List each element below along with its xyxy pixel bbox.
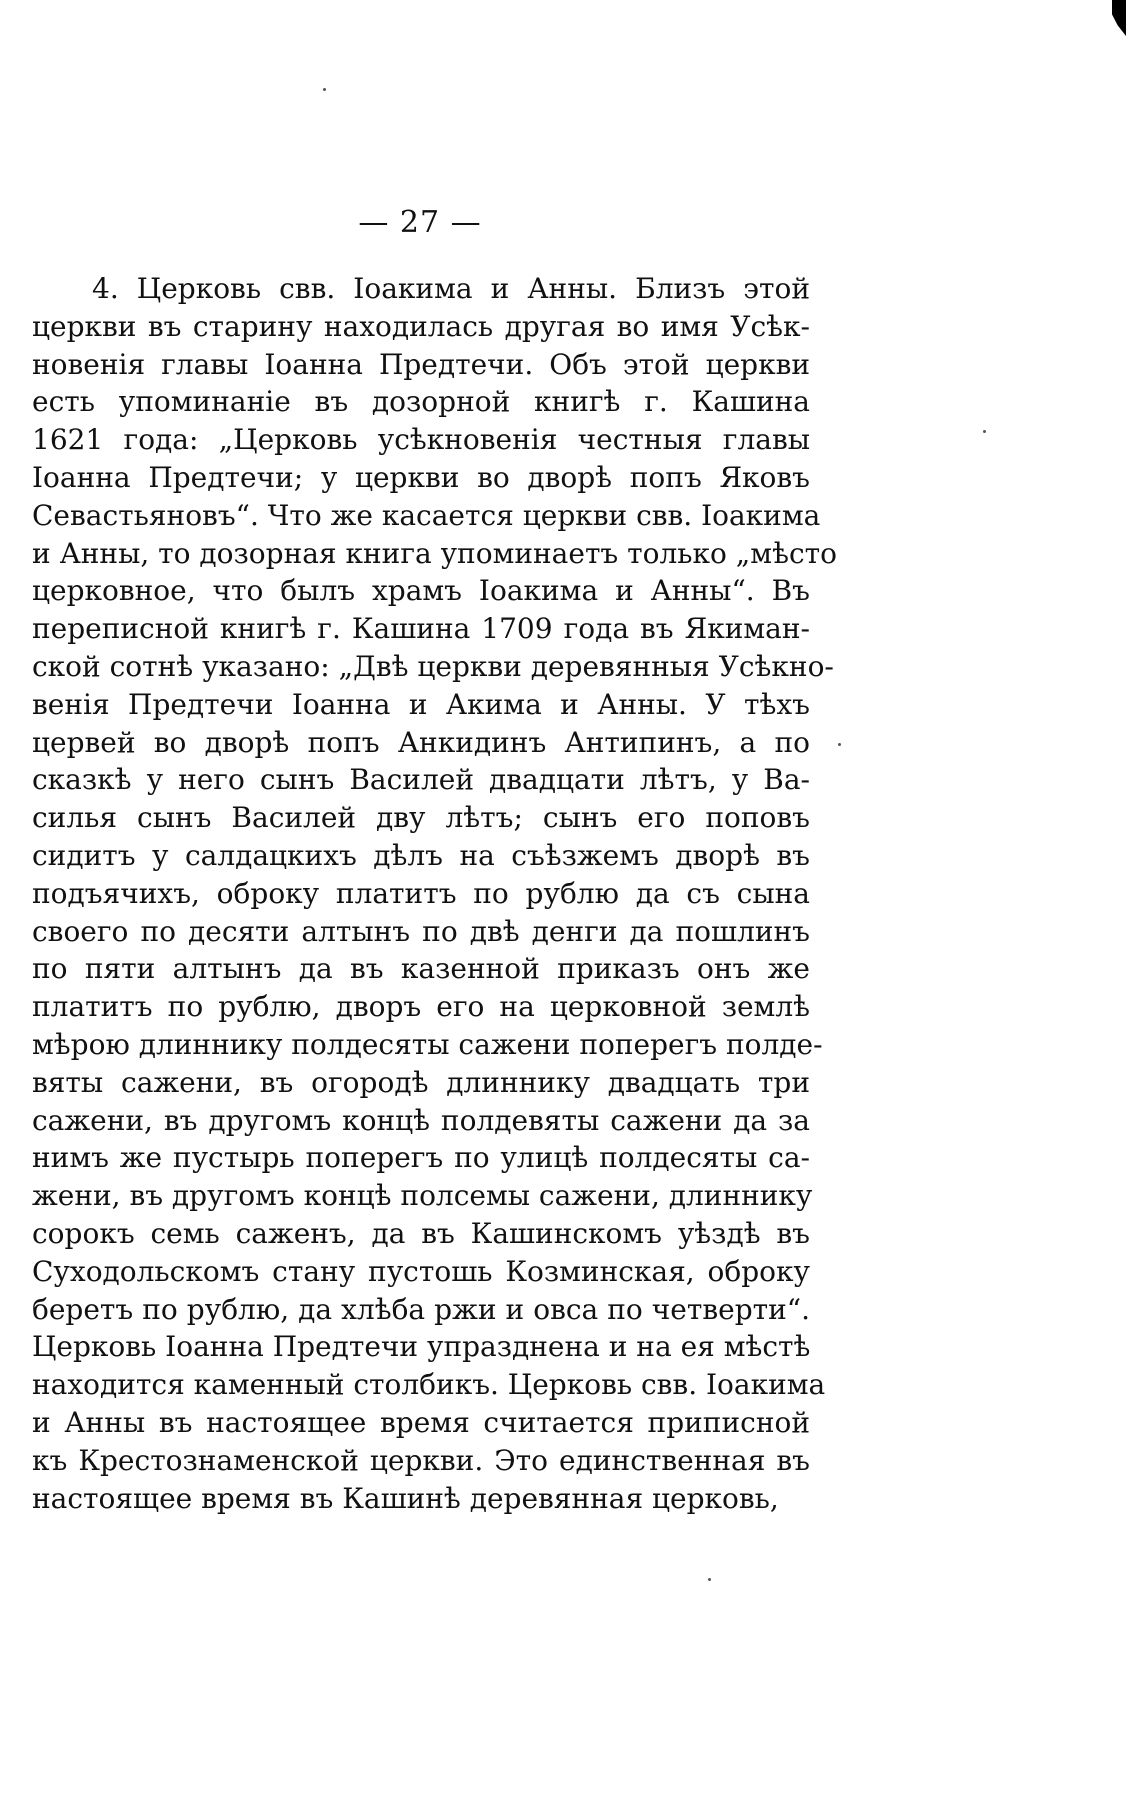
scan-artifact [1112, 0, 1126, 36]
text-line: церкви въ старину находилась другая во имя Усѣк- [32, 309, 810, 343]
text-line: сидитъ у салдацкихъ дѣлъ на съѣзжемъ дворѣ въ [32, 838, 810, 872]
scan-speck [983, 430, 986, 433]
text-line: Церковь Іоанна Предтечи упразднена и на ея мѣстѣ [32, 1330, 811, 1364]
text-line: переписной книгѣ г. Кашина 1709 года въ Якиман- [32, 612, 810, 646]
text-line: нимъ же пустырь поперегъ по улицѣ полдесяты са- [32, 1141, 810, 1175]
text-line: къ Крестознаменской церкви. Это единственная въ [32, 1443, 810, 1477]
text-line: 1621 года: „Церковь усѣкновенія честныя главы [32, 423, 810, 457]
page-number: — 27 — [358, 205, 482, 240]
body-text [32, 270, 837, 1517]
text-line: Іоанна Предтечи; у церкви во дворѣ попъ Яковъ [32, 460, 810, 494]
text-line: вяты сажени, въ огородѣ длиннику двадцать три [32, 1065, 810, 1099]
text-line: и Анны въ настоящее время считается приписной [32, 1405, 810, 1439]
text-line: венія Предтечи Іоанна и Акима и Анны. У тѣхъ [32, 687, 810, 721]
text-line: находится каменный столбикъ. Церковь свв. Іоакима [32, 1368, 826, 1402]
text-line: настоящее время въ Кашинѣ деревянная церковь, [32, 1481, 779, 1515]
text-line: церковное, что былъ храмъ Іоакима и Анны“. Въ [32, 574, 810, 608]
scan-speck [838, 743, 841, 746]
text-line: подъячихъ, оброку платитъ по рублю да съ сына [32, 876, 810, 910]
text-line: 4. Церковь свв. Іоакима и Анны. Близъ этой [92, 272, 810, 305]
text-line: беретъ по рублю, да хлѣба ржи и овса по четверти“. [32, 1292, 810, 1326]
text-line: новенія главы Іоанна Предтечи. Объ этой церкви [32, 347, 810, 381]
text-line: по пяти алтынъ да въ казенной приказъ онъ же [32, 952, 810, 986]
text-line: есть упоминаніе въ дозорной книгѣ г. Кашина [32, 385, 810, 419]
text-line: мѣрою длиннику полдесяты сажени поперегъ полде- [32, 1027, 823, 1061]
text-line: платитъ по рублю, дворъ его на церковной землѣ [32, 990, 810, 1024]
text-line: и Анны, то дозорная книга упоминаетъ только „мѣсто [32, 536, 837, 570]
text-line: сорокъ семь саженъ, да въ Кашинскомъ уѣздѣ въ [32, 1216, 810, 1250]
text-line: жени, въ другомъ концѣ полсемы сажени, длиннику [32, 1179, 813, 1213]
text-line: Суходольскомъ стану пустошь Козминская, оброку [32, 1254, 810, 1288]
text-line: ской сотнѣ указано: „Двѣ церкви деревянныя Усѣкно- [32, 649, 834, 683]
scan-speck [708, 1578, 711, 1581]
text-line: сказкѣ у него сынъ Василей двадцати лѣтъ, у Ва- [32, 763, 810, 797]
text-line: Севастьяновъ“. Что же касается церкви свв. Іоакима [32, 498, 821, 532]
text-line: сажени, въ другомъ концѣ полдевяты сажени да за [32, 1103, 810, 1137]
scan-speck [323, 88, 326, 91]
text-line: своего по десяти алтынъ по двѣ денги да пошлинъ [32, 914, 810, 948]
text-line: силья сынъ Василей дву лѣтъ; сынъ его поповъ [32, 801, 810, 835]
text-line: цервей во дворѣ попъ Анкидинъ Антипинъ, а по [32, 725, 810, 759]
